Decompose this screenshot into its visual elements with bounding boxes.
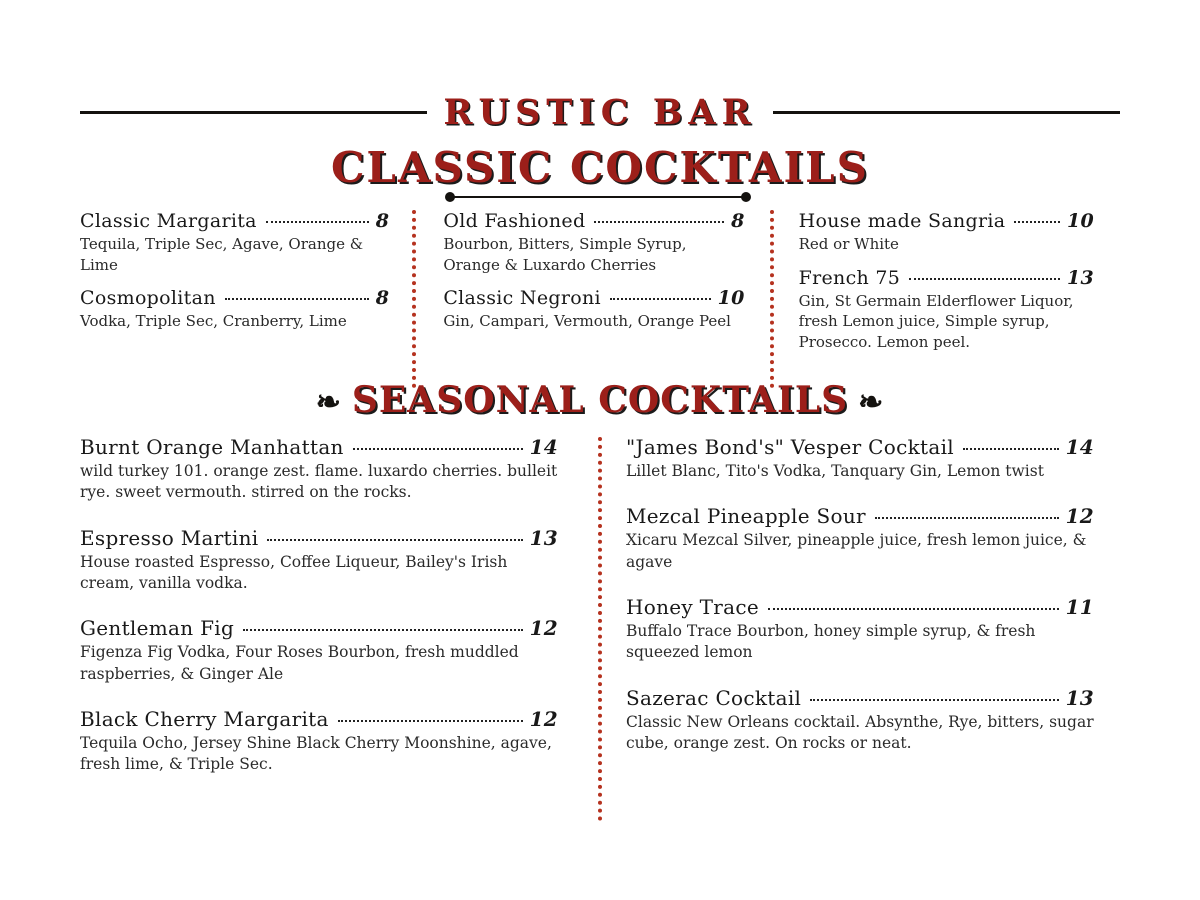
item-description: Tequila Ocho, Jersey Shine Black Cherry Moonshine, agave, fresh lime, & Triple Sec. <box>80 734 552 774</box>
leader-dots <box>909 278 1060 280</box>
item-description: Classic New Orleans cocktail. Absynthe, Rye, bitters, sugar cube, orange zest. On rocks or neat. <box>626 712 1094 752</box>
item-price: 14 <box>529 434 558 459</box>
leader-dots <box>1014 221 1060 223</box>
seasonal-section <box>80 435 1120 798</box>
section-title-classic: CLASSIC COCKTAILS <box>331 143 869 192</box>
classic-column-3 <box>771 210 1120 365</box>
menu-item <box>80 526 558 595</box>
item-price: 10 <box>1066 210 1094 232</box>
menu-item <box>626 686 1094 755</box>
item-description: House roasted Espresso, Coffee Liqueur, Bailey's Irish cream, vanilla vodka. <box>80 552 508 592</box>
leader-dots <box>610 298 711 300</box>
item-name: Old Fashioned <box>443 210 586 232</box>
leader-dots <box>267 539 522 541</box>
classic-column-2 <box>415 210 770 365</box>
item-price: 11 <box>1065 594 1094 619</box>
menu-header <box>80 92 1120 133</box>
item-price: 12 <box>529 616 558 641</box>
leader-dots <box>266 221 369 223</box>
item-description: Gin, St Germain Elderflower Liquor, fresh Lemon juice, Simple syrup, Prosecco. Lemon peel. <box>798 291 1074 352</box>
item-name: Black Cherry Margarita <box>80 707 329 731</box>
flourish-right-icon: ❧ <box>858 385 885 421</box>
item-name: Mezcal Pineapple Sour <box>626 504 866 529</box>
item-name: Sazerac Cocktail <box>626 685 802 710</box>
menu-page <box>0 92 1200 900</box>
classic-column-1 <box>80 210 415 365</box>
leader-dots <box>810 699 1058 701</box>
item-price: 13 <box>1065 685 1094 710</box>
header-rule-right <box>773 111 1120 114</box>
leader-dots <box>225 298 369 300</box>
item-description: Red or White <box>798 235 899 253</box>
menu-item <box>626 504 1094 573</box>
item-name: Classic Margarita <box>80 210 257 232</box>
menu-item <box>443 210 744 275</box>
item-price: 8 <box>375 287 390 310</box>
item-name: Burnt Orange Manhattan <box>80 434 344 459</box>
menu-item <box>799 267 1094 353</box>
item-description: Lillet Blanc, Tito's Vodka, Tanquary Gin, Lemon twist <box>626 461 1044 480</box>
leader-dots <box>768 608 1059 610</box>
item-description: Figenza Fig Vodka, Four Roses Bourbon, fresh muddled raspberries, & Ginger Ale <box>80 643 519 683</box>
leader-dots <box>353 448 523 450</box>
leader-dots <box>875 517 1059 519</box>
menu-item <box>626 435 1094 482</box>
menu-item <box>80 210 389 275</box>
divider-dotted-2 <box>770 210 774 388</box>
item-name: Gentleman Fig <box>80 616 235 641</box>
classic-section <box>80 210 1120 365</box>
item-price: 10 <box>717 287 745 310</box>
seasonal-column-2 <box>598 435 1120 798</box>
menu-item <box>80 435 558 504</box>
item-description: Buffalo Trace Bourbon, honey simple syrup, & fresh squeezed lemon <box>626 621 1036 662</box>
item-description: Tequila, Triple Sec, Agave, Orange & Lime <box>80 235 364 274</box>
header-connector-bar <box>448 196 748 198</box>
item-description: Vodka, Triple Sec, Cranberry, Lime <box>80 312 347 331</box>
menu-item <box>626 595 1094 664</box>
item-name: Classic Negroni <box>443 287 601 310</box>
menu-item <box>443 287 744 332</box>
item-price: 13 <box>1066 266 1094 289</box>
item-description: wild turkey 101. orange zest. flame. luxardo cherries. bulleit rye. sweet vermouth. stirred on the rocks. <box>80 461 558 502</box>
seasonal-title-text: SEASONAL COCKTAILS <box>351 378 849 421</box>
seasonal-column-1 <box>80 435 598 798</box>
page-title: RUSTIC BAR <box>443 92 757 133</box>
item-price: 8 <box>375 210 390 232</box>
menu-item <box>799 210 1094 255</box>
item-description: Gin, Campari, Vermouth, Orange Peel <box>443 312 731 331</box>
item-price: 8 <box>731 210 745 232</box>
section-title-seasonal <box>0 379 1200 421</box>
menu-item <box>80 616 558 685</box>
leader-dots <box>243 629 522 631</box>
item-price: 12 <box>529 707 558 731</box>
item-name: "James Bond's" Vesper Cocktail <box>626 434 954 459</box>
item-price: 13 <box>529 525 558 550</box>
menu-item <box>80 287 389 332</box>
item-name: Espresso Martini <box>80 525 259 550</box>
divider-dotted-3 <box>598 437 602 821</box>
item-name: Cosmopolitan <box>80 287 216 310</box>
item-name: House made Sangria <box>798 210 1006 232</box>
leader-dots <box>963 448 1059 450</box>
item-price: 12 <box>1065 504 1094 529</box>
item-description: Bourbon, Bitters, Simple Syrup, Orange & Luxardo Cherries <box>443 235 687 274</box>
header-rule-left <box>80 111 427 114</box>
divider-dotted-1 <box>412 210 416 388</box>
leader-dots <box>338 720 523 722</box>
flourish-left-icon: ❧ <box>315 385 342 421</box>
leader-dots <box>594 221 724 223</box>
item-price: 14 <box>1065 434 1094 459</box>
item-name: Honey Trace <box>626 594 760 619</box>
menu-item <box>80 707 558 776</box>
item-name: French 75 <box>798 266 901 289</box>
item-description: Xicaru Mezcal Silver, pineapple juice, fresh lemon juice, & agave <box>626 531 1087 571</box>
